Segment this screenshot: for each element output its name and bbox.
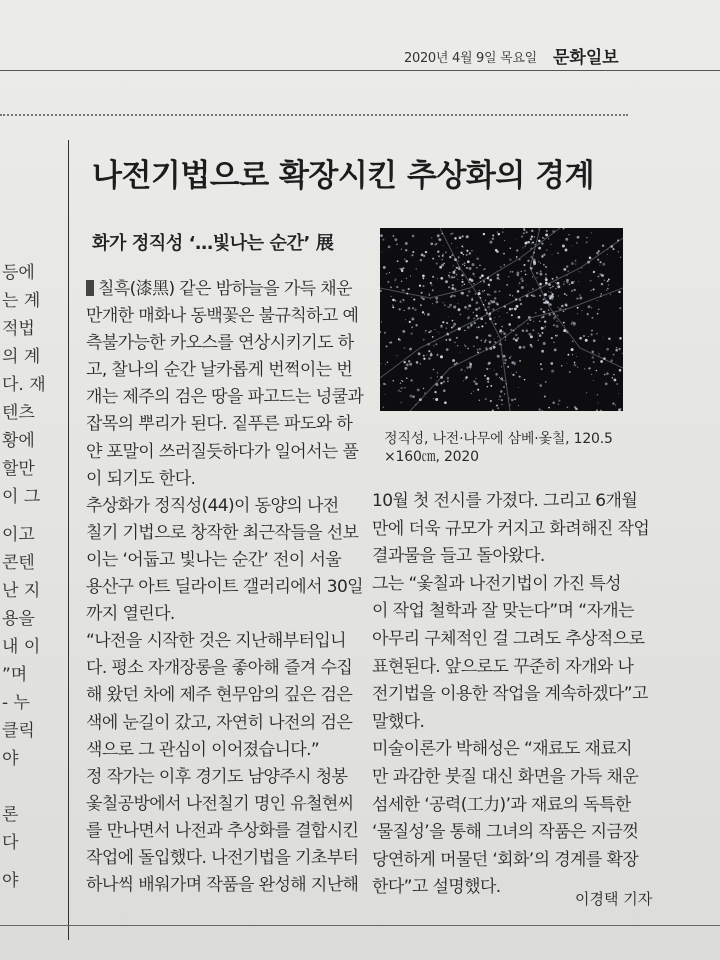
body-line [86, 872, 366, 899]
body-line-text: 10월 첫 전시를 가졌다. 그리고 6개월 [372, 491, 638, 511]
body-line [86, 303, 366, 330]
body-line-text: 정 작가는 이후 경기도 남양주시 청봉 [86, 766, 348, 787]
body-line [372, 598, 642, 626]
body-line-text: 당연하게 머물던 ‘회화’의 경계를 확장 [372, 849, 639, 870]
body-line [86, 682, 366, 709]
body-line [86, 330, 366, 357]
artwork-photo [380, 228, 623, 411]
body-line [372, 819, 642, 847]
body-line-text: 얀 포말이 쓰러질듯하다가 일어서는 풀 [86, 441, 359, 462]
body-line-text: “나전을 시작한 것은 지난해부터입니 [86, 631, 346, 652]
body-line [372, 792, 642, 820]
cut-text-fragment: 야 [2, 871, 19, 891]
cut-text-fragment: 텐츠 [2, 403, 35, 423]
cut-text-fragment: 의 계 [2, 347, 41, 367]
article-column-1 [86, 276, 366, 899]
article-byline: 이경택 기자 [575, 890, 653, 908]
body-line-text: 고, 찰나의 순간 날카롭게 번쩍이는 번 [86, 360, 353, 381]
body-line-text: 칠흑(漆黑) 같은 밤하늘을 가득 채운 [98, 279, 352, 299]
body-line [86, 520, 366, 547]
body-line-text: 미술이론가 박해성은 “재료도 재료지 [372, 739, 632, 760]
cut-text-fragment: ”며 [2, 665, 28, 685]
body-line [86, 655, 366, 682]
body-line [86, 791, 366, 818]
body-line [86, 439, 366, 466]
cut-text-fragment: 야 [2, 749, 19, 769]
body-line-text: 칠기 기법으로 창작한 최근작들을 선보 [86, 522, 359, 543]
cut-text-fragment: 클릭 [2, 721, 35, 741]
body-line-text: 이는 ‘어둡고 빛나는 순간’ 전이 서울 [86, 549, 342, 570]
body-line [86, 276, 366, 303]
body-line [86, 737, 366, 764]
cut-text-fragment: 등에 [2, 263, 35, 283]
body-line-text: 그는 “옻칠과 나전기법이 가진 특성 [372, 573, 621, 594]
section-dotted-rule [0, 114, 628, 116]
issue-date: 2020년 4월 9일 목요일 [404, 51, 537, 66]
body-line [372, 543, 642, 571]
body-line [372, 571, 642, 599]
cut-text-fragment: 론 [2, 805, 19, 825]
body-line-text: 표현된다. 앞으로도 꾸준히 자개와 나 [372, 656, 634, 677]
body-line-text: 만개한 매화나 동백꽃은 불규칙하고 예 [86, 306, 359, 327]
body-line-text: 용산구 아트 딜라이트 갤러리에서 30일 [86, 577, 363, 598]
body-line-text: 를 만나면서 나전과 추상화를 결합시킨 [86, 820, 359, 841]
body-line [86, 601, 366, 628]
body-line-text: 전기법을 이용한 작업을 계속하겠다”고 [372, 684, 648, 705]
cut-text-fragment: 적법 [2, 319, 35, 339]
photo-caption-line-1: 정직성, 나전·나무에 삼베·옻칠, 120.5 [384, 431, 613, 447]
cut-text-fragment: 콘텐 [2, 553, 35, 573]
body-line-text: 만에 더욱 규모가 커지고 화려해진 작업 [372, 518, 650, 539]
body-line-text: 옻칠공방에서 나전칠기 명인 유철현씨 [86, 793, 354, 814]
body-line-text: 측불가능한 카오스를 연상시키기도 하 [86, 333, 354, 354]
body-line [86, 574, 366, 601]
body-line-text: ‘물질성’을 통해 그녀의 작품은 지금껏 [372, 822, 639, 843]
body-line [86, 628, 366, 655]
body-line-text: 잡목의 뿌리가 된다. 짙푸른 파도와 하 [86, 414, 353, 435]
cut-text-fragment: 내 이 [2, 637, 41, 657]
body-line [86, 764, 366, 791]
body-line-text: 색으로 그 관심이 이어졌습니다.” [86, 739, 320, 760]
footer-rule [0, 925, 720, 926]
body-line-text: 추상화가 정직성(44)이 동양의 나전 [86, 495, 339, 516]
body-line [372, 626, 645, 654]
body-line-text: 한다”고 설명했다. [372, 877, 501, 898]
body-line-text: 말했다. [372, 711, 425, 732]
body-line-text: 하나씩 배워가며 작품을 완성해 지난해 [86, 875, 359, 896]
body-line [86, 466, 366, 493]
body-line [372, 764, 642, 792]
body-line-text: 만 과감한 붓질 대신 화면을 가득 채운 [372, 766, 639, 787]
body-line [86, 384, 366, 411]
body-line [86, 818, 366, 845]
newspaper-name: 문화일보 [553, 48, 619, 68]
body-line-text: 색에 눈길이 갔고, 자연히 나전의 검은 [86, 712, 353, 733]
cut-text-fragment: 용을 [2, 609, 35, 629]
article-subheadline: 화가 정직성 ‘…빛나는 순간’ 展 [92, 233, 334, 254]
cut-text-fragment: 이고 [2, 525, 35, 545]
article-column-2 [372, 488, 650, 902]
cut-text-fragment: 할만 [2, 459, 35, 479]
cut-text-fragment: 는 계 [2, 291, 41, 311]
body-line [372, 654, 642, 682]
body-line [86, 710, 366, 737]
column-divider [68, 140, 69, 940]
artwork-image [380, 228, 623, 411]
cut-text-fragment: 다 [2, 833, 19, 853]
body-line [86, 845, 366, 872]
cut-text-fragment: - 누 [2, 693, 30, 713]
cut-text-fragment: 황에 [2, 431, 35, 451]
cut-text-fragment: 이 그 [2, 487, 41, 507]
body-line-text: 이 작업 철학과 잘 맞는다”며 “자개는 [372, 601, 634, 622]
body-line-text: 이 되기도 한다. [86, 468, 196, 489]
cut-text-fragment: 다. 재 [2, 375, 46, 395]
cut-text-fragment: 난 지 [2, 581, 41, 601]
body-line [86, 493, 366, 520]
body-line [372, 681, 648, 709]
article-headline: 나전기법으로 확장시킨 추상화의 경계 [92, 158, 595, 194]
paragraph-bullet-icon [86, 280, 94, 296]
previous-article-fragment [0, 0, 66, 940]
body-line-text: 까지 열린다. [86, 604, 175, 625]
body-line-text: 작업에 돌입했다. 나전기법을 기초부터 [86, 847, 359, 868]
body-line-text: 개는 제주의 검은 땅을 파고드는 넝쿨과 [86, 387, 364, 408]
body-line [86, 357, 366, 384]
body-line [372, 488, 642, 516]
body-line [372, 516, 650, 544]
photo-caption-line-2: ×160㎝, 2020 [384, 449, 479, 465]
body-line-text: 해 왔던 차에 제주 현무암의 깊은 검은 [86, 685, 353, 706]
body-line-text: 다. 평소 자개장롱을 좋아해 즐겨 수집 [86, 658, 353, 679]
body-line-text: 결과물을 들고 돌아왔다. [372, 546, 545, 567]
body-line [86, 547, 366, 574]
body-line [372, 847, 642, 875]
body-line-text: 섬세한 ‘공력(工力)’과 재료의 독특한 [372, 794, 631, 815]
body-line [372, 709, 642, 737]
body-line [86, 411, 366, 438]
header-rule [0, 70, 720, 71]
body-line-text: 아무리 구체적인 걸 그려도 추상적으로 [372, 628, 645, 649]
body-line [372, 736, 642, 764]
